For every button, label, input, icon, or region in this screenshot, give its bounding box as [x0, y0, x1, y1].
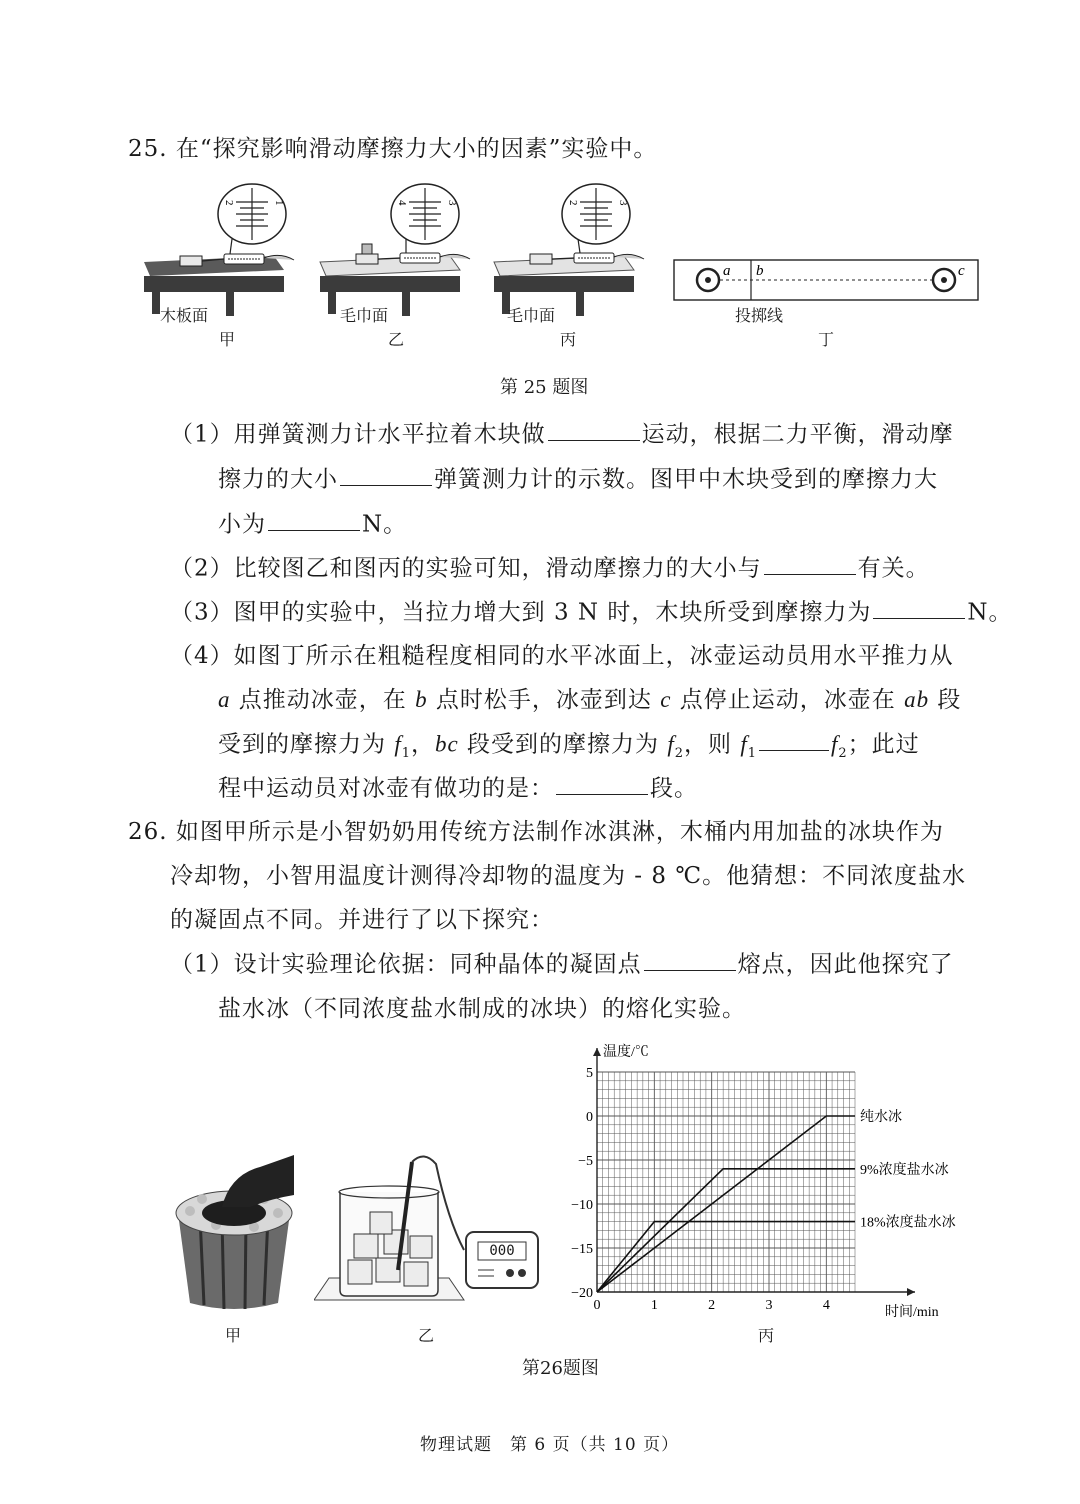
answer-blank[interactable]: [764, 549, 856, 575]
x-tick-label: 3: [765, 1298, 773, 1313]
caption-26: 第26题图: [522, 1358, 599, 1379]
q25-part3: （3）图甲的实验中，当拉力增大到 3 N 时，木块所受到摩擦力为 N。: [170, 593, 1012, 626]
y-tick-label: −20: [571, 1286, 593, 1301]
label-towel-surface-2: 毛巾面: [507, 306, 556, 325]
x-axis-title: 时间/min: [885, 1305, 939, 1320]
answer-blank[interactable]: [548, 415, 640, 441]
x-tick-label: 2: [708, 1298, 716, 1313]
q26-line3: 的凝固点不同。并进行了以下探究：: [170, 907, 554, 933]
gauge-a-right: 1: [273, 200, 285, 206]
gauge-c-right: 3: [617, 200, 629, 206]
caption-25: 第 25 题图: [500, 377, 589, 398]
series-label-3: 18%浓度盐水冰: [860, 1215, 956, 1231]
series-label-2: 9%浓度盐水冰: [860, 1162, 949, 1178]
q25-title: 25. 在“探究影响滑动摩擦力大小的因素”实验中。: [128, 136, 658, 162]
q26-part1-line2: 盐水冰（不同浓度盐水制成的冰块）的熔化实验。: [218, 996, 746, 1022]
y-tick-label: 0: [586, 1110, 593, 1125]
fig25-jia-apparatus: [144, 184, 294, 316]
answer-blank[interactable]: [340, 460, 432, 486]
answer-blank[interactable]: [268, 505, 360, 531]
label-wood-surface: 木板面: [160, 306, 209, 325]
fig25-ding-ice-lane: [674, 260, 978, 300]
y-axis-arrow: [593, 1048, 601, 1056]
label-throw-line: 投掷线: [735, 306, 784, 325]
melting-chart: [560, 1040, 980, 1320]
ding-point-a: a: [723, 263, 731, 279]
q25-part1-line2: 擦力的大小 弹簧测力计的示数。图甲中木块受到的摩擦力大: [218, 460, 938, 493]
label-towel-surface-1: 毛巾面: [340, 306, 389, 325]
q25-part2: （2）比较图乙和图丙的实验可知，滑动摩擦力的大小与 有关。: [170, 549, 930, 582]
y-tick-label: 5: [586, 1066, 593, 1081]
gauge-b-left: 4: [396, 200, 408, 206]
label-yi: 乙: [388, 330, 405, 349]
label-jia: 甲: [219, 330, 236, 349]
q25-part4-line1: （4）如图丁所示在粗糙程度相同的水平冰面上，冰壶运动员用水平推力从: [170, 643, 954, 669]
x-tick-label: 4: [822, 1298, 830, 1313]
x-tick-label: 0: [593, 1298, 601, 1313]
gauge-c-left: 2: [567, 200, 579, 206]
label-bing: 丙: [560, 330, 577, 349]
answer-blank[interactable]: [644, 945, 736, 971]
series-label-1: 纯水冰: [860, 1110, 902, 1125]
q25-part4-line4: 程中运动员对冰壶有做功的是： 段。: [218, 769, 698, 802]
q25-part4-line2: a 点推动冰壶，在 b 点时松手，冰壶到达 c 点停止运动，冰壶在 ab 段: [218, 687, 962, 713]
answer-blank[interactable]: [759, 725, 829, 751]
y-axis-title: 温度/℃: [603, 1045, 649, 1060]
gauge-a-left: 2: [223, 200, 235, 206]
q26-part1-line1: （1）设计实验理论依据：同种晶体的凝固点 熔点，因此他探究了: [170, 945, 954, 978]
y-tick-label: −15: [571, 1242, 593, 1257]
x-axis-arrow: [907, 1288, 915, 1296]
q25-part4-line3: 受到的摩擦力为 $f_1$，bc 段受到的摩擦力为 $f_2$，则 $f_1$ $f_2$；此过: [218, 725, 920, 761]
beaker-apparatus: [314, 1150, 544, 1310]
ding-point-c: c: [958, 263, 965, 279]
answer-blank[interactable]: [873, 593, 965, 619]
q26-fig-jia: 甲: [225, 1326, 242, 1345]
ding-point-b: b: [756, 263, 764, 279]
q26-line2: 冷却物，小智用温度计测得冷却物的温度为 - 8 ℃。他猜想：不同浓度盐水: [170, 863, 967, 889]
y-tick-label: −10: [571, 1198, 593, 1213]
x-tick-label: 1: [650, 1298, 658, 1313]
q25-part1-line1: （1）用弹簧测力计水平拉着木块做 运动，根据二力平衡，滑动摩: [170, 415, 954, 448]
y-tick-label: −5: [578, 1154, 593, 1169]
label-ding: 丁: [818, 330, 835, 349]
chart-grid: [597, 1072, 855, 1292]
bucket-photo: [170, 1155, 300, 1315]
page-footer: 物理试题 第 6 页（共 10 页）: [420, 1435, 680, 1455]
q26-line1: 26. 如图甲所示是小智奶奶用传统方法制作冰淇淋，木桶内用加盐的冰块作为: [128, 819, 944, 845]
gauge-b-right: 3: [446, 200, 458, 206]
answer-blank[interactable]: [556, 769, 648, 795]
meter-display: 000: [489, 1243, 515, 1259]
q26-fig-yi: 乙: [418, 1326, 435, 1345]
q25-part1-line3: 小为 N。: [218, 505, 407, 538]
q26-fig-bing: 丙: [758, 1326, 775, 1345]
